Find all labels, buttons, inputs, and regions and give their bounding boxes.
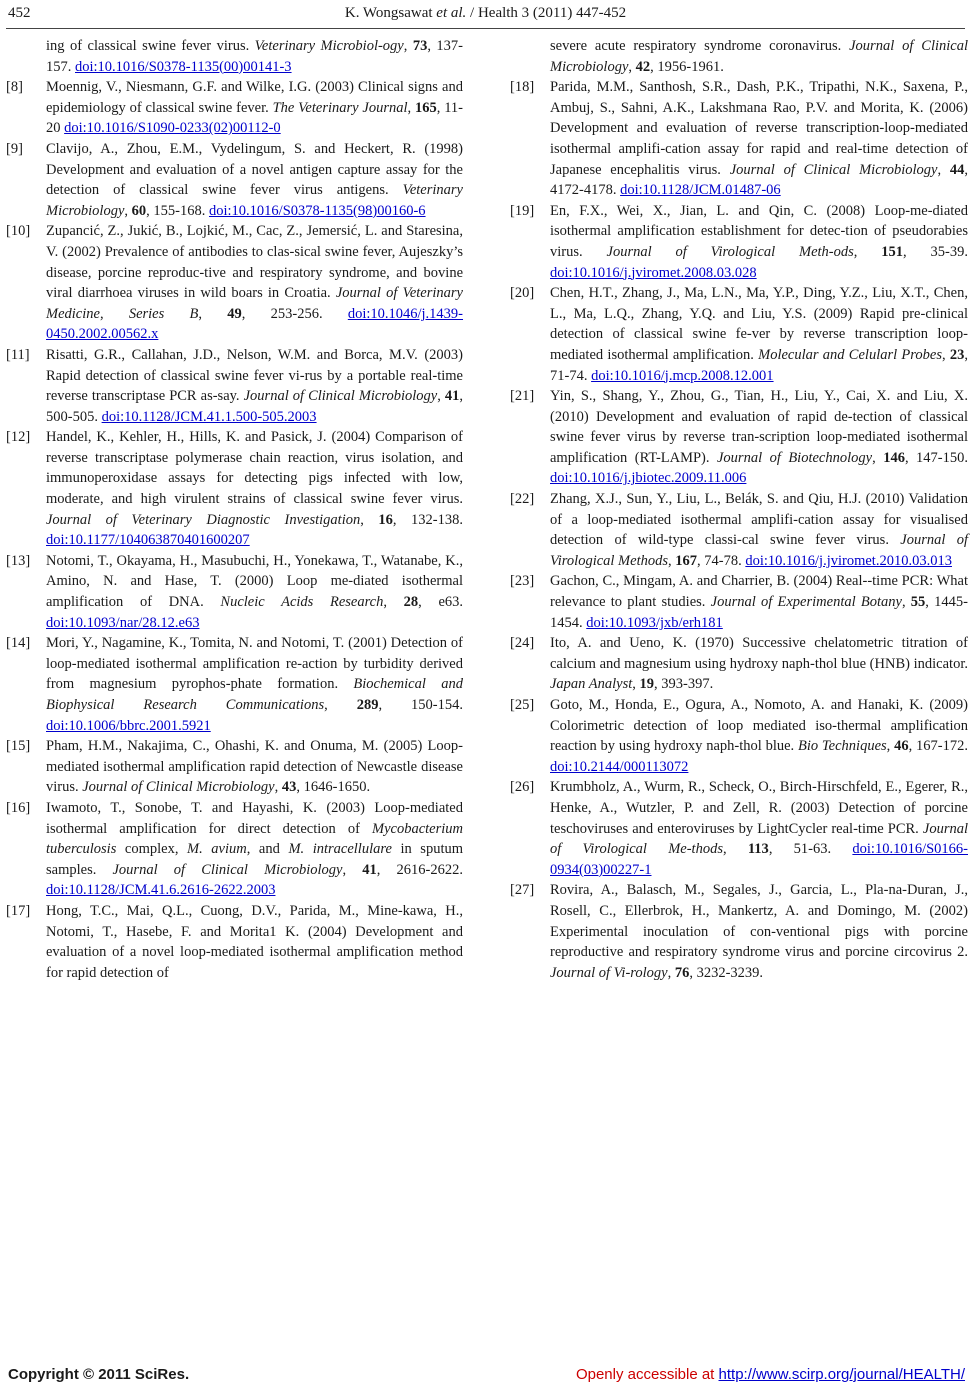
doi-link[interactable]: doi:10.2144/000113072 [550, 758, 689, 775]
reference-number: [20] [510, 285, 535, 302]
reference-authors: En, F.X., Wei, X., Jian, L. and Qin, C. (2008) Loop-me-diated isothermal amplification establishment for detec-tion of pseudorabies virus. [550, 202, 968, 260]
doi-link[interactable]: doi:10.1093/jxb/erh181 [586, 614, 723, 631]
reference-number: [25] [510, 697, 535, 713]
volume-number: 60 [131, 202, 147, 219]
reference-number: [8] [6, 79, 23, 96]
page-range: , 155-168. [146, 202, 209, 219]
reference-list [510, 77, 968, 983]
reference-entry: [21] Yin, S., Shang, Y., Zhou, G., Tian, H., Liu, Y., Cai, X. and Liu, X. (2010) Development and evaluation of rapid de-tection of classical swine fever virus by reverse tran-scription loop-mediated isothermal amplification (RT-LAMP). Journal of Biotechnology, 146, 147-150. doi:10.1016/j.jbiotec.2009.11.006 [510, 388, 968, 487]
volume-number: 49 [227, 305, 242, 322]
reference-authors: Iwamoto, T., Sonobe, T. and Hayashi, K. (2003) Loop-mediated isothermal amplification for direct detection of [46, 799, 463, 837]
journal-name: Journal of Clinical Microbiology [112, 861, 343, 878]
volume-number: 167 [675, 552, 697, 569]
doi-link[interactable]: doi:10.1006/bbrc.2001.5921 [46, 717, 211, 734]
doi-link[interactable]: doi:10.1128/JCM.01487-06 [620, 182, 781, 199]
reference-number: [23] [510, 573, 535, 590]
page-range: , 393-397. [654, 676, 714, 693]
volume-number: 44 [949, 161, 965, 178]
journal-name: Molecular and Celularl Probes [758, 346, 942, 363]
reference-authors: Krumbholz, A., Wurm, R., Scheck, O., Birch-Hirschfeld, E., Egerer, R., Henke, A., Wutzler, P. and Zell, R. (2003) Detection of porcine teschoviruses and enteroviruses by LightCycler real-time PCR. [550, 779, 968, 837]
doi-link[interactable]: doi:10.1016/S0378-1135(00)00141-3 [75, 58, 292, 75]
reference-authors: Gachon, C., Mingam, A. and Charrier, B. (2004) Real--time PCR: What relevance to plant studies. [550, 573, 968, 611]
reference-text: in sputum samples. [46, 841, 464, 878]
doi-link[interactable]: doi:10.1128/JCM.41.6.2616-2622.2003 [46, 882, 276, 899]
page-range: , 150-154. [378, 697, 463, 713]
reference-entry: [22] Zhang, X.J., Sun, Y., Liu, L., Belák, S. and Qiu, H.J. (2010) Validation of a loop-mediated isothermal amplifi-cation assay for visualised detection of wild-type classi-cal swine fever virus. Journal of Virological Methods, 167, 74-78. doi:10.1016/j.jviromet.2010.03.013 [510, 491, 968, 569]
page-range: , 132-138. [392, 511, 463, 528]
reference-entry: [26] Krumbholz, A., Wurm, R., Scheck, O., Birch-Hirschfeld, E., Egerer, R., Henke, A., Wutzler, P. and Zell, R. (2003) Detection of porcine teschoviruses and enteroviruses by LightCycler real-time PCR. Journal of Virological Me-thods, 113, 51-63. doi:10.1016/S0166-0934(03)00227-1 [510, 779, 968, 878]
doi-link[interactable]: doi:10.1016/j.jbiotec.2009.11.006 [550, 470, 747, 487]
reference-number: [11] [6, 346, 30, 363]
left-column [6, 36, 463, 983]
journal-name: Journal of Virological Methods [550, 532, 968, 569]
open-access-notice: Openly accessible at http://www.scirp.org/journal/HEALTH/ [575, 1366, 965, 1383]
reference-text: , [99, 305, 129, 322]
page-range: , 74-78. [697, 552, 746, 569]
reference-authors: Zupancić, Z., Jukić, B., Lojkić, M., Cac, Z., Jemersić, L. and Staresina, V. (2002) Prevalence of antibodies to clas-sical swine fever, Aujeszky’s disease, porcine reproduc-tive and respiratory syndrome, and bovine viral diarrhoea viruses in wild boars in Croatia. [46, 223, 463, 302]
volume-number: 41 [444, 388, 460, 405]
journal-name: Journal of Clinical Microbiology [243, 388, 438, 405]
reference-text: complex, [116, 841, 188, 858]
journal-name: Japan Analyst [550, 676, 633, 693]
page-range: , 1445-1454. [550, 594, 968, 631]
reference-authors: Ito, A. and Ueno, K. (1970) Successive chelatometric titration of calcium and magnesium using hydroxy naph-thol blue (HNB) indicator. [550, 635, 968, 672]
doi-link[interactable]: doi:10.1128/JCM.41.1.500-505.2003 [101, 408, 317, 425]
journal-name: Veterinary Microbiology [46, 182, 463, 219]
doi-link[interactable]: doi:10.1016/S1090-0233(02)00112-0 [64, 120, 281, 137]
reference-entry [6, 901, 463, 983]
reference-entry: [27] Rovira, A., Balasch, M., Segales, J., Garcia, L., Pla-na-Duran, J., Rosell, C., Ellerbrok, H., Mankertz, A. and Domingo, M. (2002) Experimental inoculation of con-ventional pigs with porcine reproductive and respiratory syndrome virus and porcine circovirus 2. Journal of Vi-rology, 76, 3232-3239. [510, 882, 968, 981]
journal-name: Journal of Veterinary Diagnostic Investigation [46, 511, 361, 528]
reference-authors: Notomi, T., Okayama, H., Masubuchi, H., Yonekawa, T., Watanabe, K., Amino, N. and Hase, T. (2000) Loop me-diated isothermal amplification of DNA. [46, 552, 463, 611]
page-range: , 253-256. [241, 305, 348, 322]
volume-number: 28 [403, 594, 419, 611]
journal-name: Journal of Virological Meth-ods [606, 243, 854, 260]
page-range: , 35-39. [903, 243, 968, 260]
page-range: , 147-150. [904, 449, 968, 466]
page-range: , 11-20 [46, 99, 464, 137]
reference-number: [10] [6, 223, 31, 240]
volume-number: 16 [378, 511, 393, 528]
volume-number: 289 [356, 697, 379, 713]
species-name: Mycobacterium tuberculosis [46, 820, 463, 858]
page-range: , 51-63. [768, 841, 853, 858]
journal-name: Journal of Clinical Microbiology [729, 161, 938, 178]
reference-authors: Yin, S., Shang, Y., Zhou, G., Tian, H., Liu, Y., Cai, X. and Liu, X. (2010) Development and evaluation of rapid de-tection of classical swine fever virus by reverse tran-scription loop-mediated isothermal amplification (RT-LAMP). [550, 388, 968, 466]
reference-authors: Rovira, A., Balasch, M., Segales, J., Garcia, L., Pla-na-Duran, J., Rosell, C., Ellerbrok, H., Mankertz, A. and Domingo, M. (2002) Experimental inoculation of con-ventional pigs with porcine reproductive and respiratory syndrome virus and porcine circovirus 2. [550, 882, 968, 961]
journal-name: Journal of Vi-rology [550, 964, 668, 981]
page-range: , 1646-1650. [296, 779, 371, 796]
reference-number: [9] [6, 140, 23, 157]
journal-citation: K. Wongsawat et al. / Health 3 (2011) 447-452 [344, 5, 627, 21]
page-range: , 71-74. [550, 346, 968, 384]
journal-url-link[interactable]: http://www.scirp.org/journal/HEALTH/ [718, 1366, 965, 1383]
volume-number: 55 [910, 594, 926, 611]
reference-authors: Hong, T.C., Mai, Q.L., Cuong, D.V., Parida, M., Mine-kawa, H., Notomi, T., Hasebe, F. and Morita1 K. (2004) Development and evaluation of a novel loop-mediated isothermal amplification method for rapid detection of [46, 902, 463, 981]
doi-link[interactable]: doi:10.1177/104063870401600207 [46, 532, 250, 549]
volume-number: 146 [883, 449, 905, 466]
reference-text: , and [246, 841, 289, 858]
reference-number: [16] [6, 799, 31, 816]
reference-number: [22] [510, 491, 535, 508]
reference-entry: [13] Notomi, T., Okayama, H., Masubuchi, H., Yonekawa, T., Watanabe, K., Amino, N. and Hase, T. (2000) Loop me-diated isothermal amplification of DNA. Nucleic Acids Research, 28, e63. doi:10.1093/nar/28.12.e63 [6, 552, 463, 631]
reference-number: [13] [6, 552, 31, 569]
reference-entry: [18] Parida, M.M., Santhosh, S.R., Dash, P.K., Tripathi, N.K., Saxena, P., Ambuj, S., Sahni, A.K., Lakshmana Rao, P.V. and Morita, K. (2006) Development and evaluation of reverse transcription-loop-mediated isothermal amplifi-cation assay for rapid and real-time detection of Japanese encephalitis virus. Journal of Clinical Microbiology, 44, 4172-4178. doi:10.1128/JCM.01487-06 [510, 79, 969, 199]
reference-continuation: severe acute respiratory syndrome coronavirus. Journal of Clinical Microbiology, 42, 1956-1961. [550, 38, 969, 75]
journal-name: Journal of Veterinary Medicine [46, 285, 463, 322]
reference-entry: [19] En, F.X., Wei, X., Jian, L. and Qin, C. (2008) Loop-me-diated isothermal amplification establishment for detec-tion of pseudorabies virus. Journal of Virological Meth-ods, 151, 35-39. doi:10.1016/j.jviromet.2008.03.028 [510, 202, 968, 281]
reference-number: [27] [510, 882, 535, 899]
page-range: , 500-505. [46, 388, 464, 425]
reference-number: [26] [510, 779, 535, 796]
running-header [0, 0, 971, 26]
journal-series: Series B [128, 305, 199, 322]
volume-number: 76 [674, 964, 690, 981]
page-range: , 3232-3239. [689, 964, 764, 981]
reference-authors: Risatti, G.R., Callahan, J.D., Nelson, W.M. and Borca, M.V. (2003) Rapid detection of classical swine fever vi-rus by a portable real-time reverse transcriptase PCR as-say. [46, 346, 463, 405]
page-number: 452 [8, 5, 31, 21]
reference-entry: [14] Mori, Y., Nagamine, K., Tomita, N. and Notomi, T. (2001) Detection of loop-mediated isothermal amplification re-action by turbidity derived from magnesium pyrophos-phate formation. Biochemical and Biophysical Research Communications, 289, 150-154. doi:10.1006/bbrc.2001.5921 [6, 635, 463, 734]
reference-entry: [10] Zupancić, Z., Jukić, B., Lojkić, M., Cac, Z., Jemersić, L. and Staresina, V. (2002) Prevalence of antibodies to clas-sical swine fever, Aujeszky’s disease, porcine reproduc-tive and respiratory syndrome, and bovine viral diarrhoea viruses in wild boars in Croatia. Journal of Veterinary Medicine, Series B, 49, 253-256. doi:10.1046/j.1439-0450.2002.00562.x [6, 223, 464, 343]
doi-link[interactable]: doi:10.1046/j.1439-0450.2002.00562.x [46, 305, 464, 343]
reference-entry: [25] Goto, M., Honda, E., Ogura, A., Nomoto, A. and Hanaki, K. (2009) Colorimetric detection of loop mediated iso-thermal amplification reaction by using hydroxy naph-thol blue. Bio Techniques, 46, 167-172. doi:10.2144/000113072 [510, 697, 968, 775]
header-rule [6, 28, 965, 29]
page-range: , e63. [418, 594, 463, 611]
doi-link[interactable]: doi:10.1016/j.jviromet.2008.03.028 [550, 264, 757, 281]
volume-number: 43 [281, 779, 297, 796]
journal-name: Journal of Virological Me-thods [550, 820, 968, 858]
reference-number: [21] [510, 388, 535, 405]
volume-number: 19 [639, 676, 655, 693]
volume-number: 46 [894, 738, 909, 755]
reference-authors: Goto, M., Honda, E., Ogura, A., Nomoto, A. and Hanaki, K. (2009) Colorimetric detection of loop mediated iso-thermal amplification reaction by using hydroxy naph-thol blue. [550, 697, 968, 755]
reference-entry: [8] Moennig, V., Niesmann, G.F. and Wilke, I.G. (2003) Clinical signs and epidemiology of classical swine fever. The Veterinary Journal, 165, 11-20 doi:10.1016/S1090-0233(02)00112-0 [6, 79, 464, 137]
reference-entry: [12] Handel, K., Kehler, H., Hills, K. and Pasick, J. (2004) Comparison of reverse transcriptase polymerase chain reaction, virus isolation, and immunoperoxidase assays for detecting pigs infected with low, moderate, and high virulent strains of classical swine fever virus. Journal of Veterinary Diagnostic Investigation, 16, 132-138. doi:10.1177/104063870401600207 [6, 429, 463, 549]
reference-entry: [16] Iwamoto, T., Sonobe, T. and Hayashi, K. (2003) Loop-mediated isothermal amplification for direct detection of Mycobacterium tuberculosis complex, M. avium, and M. intracellulare in sputum samples. Journal of Clinical Microbiology, 41, 2616-2622. doi:10.1128/JCM.41.6.2616-2622.2003 [6, 799, 464, 899]
doi-link[interactable]: doi:10.1016/S0378-1135(98)00160-6 [208, 202, 426, 219]
reference-authors: Chen, H.T., Zhang, J., Ma, L.N., Ma, Y.P., Ding, Y.Z., Liu, X.T., Chen, L., Ma, L.Q., Zhang, Y.Q. and Liu, Y.S. (2009) Rapid pre-clinical detection of classical swine fe-ver by reverse transcription loop-mediated isothermal amplification. [550, 285, 968, 363]
reference-authors: Mori, Y., Nagamine, K., Tomita, N. and Notomi, T. (2001) Detection of loop-mediated isothermal amplification re-action by turbidity derived from magnesium pyrophos-phate formation. [46, 635, 463, 693]
page-range: , 167-172. [908, 738, 968, 755]
reference-continuation: ing of classical swine fever virus. Veterinary Microbiol-ogy, 73, 137-157. doi:10.1016/S0378-1135(00)00141-3 [46, 38, 463, 75]
species-name: M. intracellulare [288, 841, 392, 858]
journal-name: Bio Techniques [797, 738, 887, 755]
volume-number: 23 [949, 346, 965, 363]
reference-number: [12] [6, 429, 31, 446]
species-name: M. avium [187, 841, 247, 858]
reference-entry: [24] Ito, A. and Ueno, K. (1970) Successive chelatometric titration of calcium and magnesium using hydroxy naph-thol blue (HNB) indicator. Japan Analyst, 19, 393-397. [510, 635, 968, 693]
reference-number: [15] [6, 738, 31, 755]
doi-link[interactable]: doi:10.1093/nar/28.12.e63 [46, 614, 200, 631]
journal-name: Journal of Experimental Botany [710, 594, 902, 611]
journal-name: Biochemical and Biophysical Research Communications [46, 676, 463, 713]
journal-name: Nucleic Acids Research [220, 594, 384, 611]
journal-name: The Veterinary Journal [272, 99, 408, 116]
reference-authors: Pham, H.M., Nakajima, C., Ohashi, K. and Onuma, M. (2005) Loop-mediated isothermal amplification rapid detection of Newcastle disease virus. [46, 738, 463, 796]
volume-number: 41 [362, 861, 377, 878]
page-range: , 2616-2622. [376, 861, 463, 878]
right-column [510, 36, 968, 983]
reference-number: [17] [6, 902, 31, 919]
reference-entry: [9] Clavijo, A., Zhou, E.M., Vydelingum, S. and Heckert, R. (1998) Development and evaluation of a novel antigen capture assay for the detection of classical swine fever virus antigens. Veterinary Microbiology, 60, 155-168. doi:10.1016/S0378-1135(98)00160-6 [6, 140, 463, 219]
volume-number: 113 [747, 841, 769, 858]
reference-number: [18] [510, 79, 535, 96]
journal-name: Journal of Biotechnology [716, 449, 873, 466]
reference-entry: [11] Risatti, G.R., Callahan, J.D., Nelson, W.M. and Borca, M.V. (2003) Rapid detection of classical swine fever vi-rus by a portable real-time reverse transcriptase PCR as-say. Journal of Clinical Microbiology, 41, 500-505. doi:10.1128/JCM.41.1.500-505.2003 [6, 346, 464, 425]
doi-link[interactable]: doi:10.1016/j.mcp.2008.12.001 [591, 367, 774, 384]
reference-authors: Moennig, V., Niesmann, G.F. and Wilke, I.G. (2003) Clinical signs and epidemiology of classical swine fever. [46, 79, 463, 116]
doi-link[interactable]: doi:10.1016/S0166-0934(03)00227-1 [550, 841, 968, 878]
journal-name: Journal of Clinical Microbiology [82, 779, 275, 796]
page-footer [0, 1366, 971, 1388]
page-range: , 4172-4178. [550, 161, 969, 199]
reference-number: [24] [510, 635, 535, 652]
copyright-notice: Copyright © 2011 SciRes. [8, 1366, 190, 1383]
reference-authors: Handel, K., Kehler, H., Hills, K. and Pasick, J. (2004) Comparison of reverse transcriptase polymerase chain reaction, virus isolation, and immunoperoxidase assays for detecting pigs infected with low, moderate, and high virulent strains of classical swine fever virus. [46, 429, 463, 508]
volume-number: 165 [415, 99, 437, 116]
reference-authors: Clavijo, A., Zhou, E.M., Vydelingum, S. and Heckert, R. (1998) Development and evaluation of a novel antigen capture assay for the detection of classical swine fever virus antigens. [46, 140, 463, 199]
reference-number: [14] [6, 635, 31, 652]
doi-link[interactable]: doi:10.1016/j.jviromet.2010.03.013 [745, 552, 952, 569]
volume-number: 151 [881, 243, 904, 260]
reference-entry: [15] Pham, H.M., Nakajima, C., Ohashi, K. and Onuma, M. (2005) Loop-mediated isothermal amplification rapid detection of Newcastle disease virus. Journal of Clinical Microbiology, 43, 1646-1650. [6, 738, 463, 796]
reference-number: [19] [510, 202, 535, 219]
reference-authors: Zhang, X.J., Sun, Y., Liu, L., Belák, S. and Qiu, H.J. (2010) Validation of a loop-mediated isothermal amplifi-cation assay for visualised detection of wild-type classi-cal swine fever virus. [550, 491, 968, 549]
reference-authors: Parida, M.M., Santhosh, S.R., Dash, P.K., Tripathi, N.K., Saxena, P., Ambuj, S., Sahni, A.K., Lakshmana Rao, P.V. and Morita, K. (2006) Development and evaluation of reverse transcription-loop-mediated isothermal amplifi-cation assay for rapid and real-time detection of Japanese encephalitis virus. [550, 79, 968, 178]
reference-entry: [23] Gachon, C., Mingam, A. and Charrier, B. (2004) Real--time PCR: What relevance to plant studies. Journal of Experimental Botany, 55, 1445-1454. doi:10.1093/jxb/erh181 [510, 573, 968, 631]
reference-list [6, 77, 463, 983]
reference-entry: [20] Chen, H.T., Zhang, J., Ma, L.N., Ma, Y.P., Ding, Y.Z., Liu, X.T., Chen, L., Ma, L.Q., Zhang, Y.Q. and Liu, Y.S. (2009) Rapid pre-clinical detection of classical swine fe-ver by reverse transcription loop-mediated isothermal amplification. Molecular and Celularl Probes, 23, 71-74. doi:10.1016/j.mcp.2008.12.001 [510, 285, 968, 384]
